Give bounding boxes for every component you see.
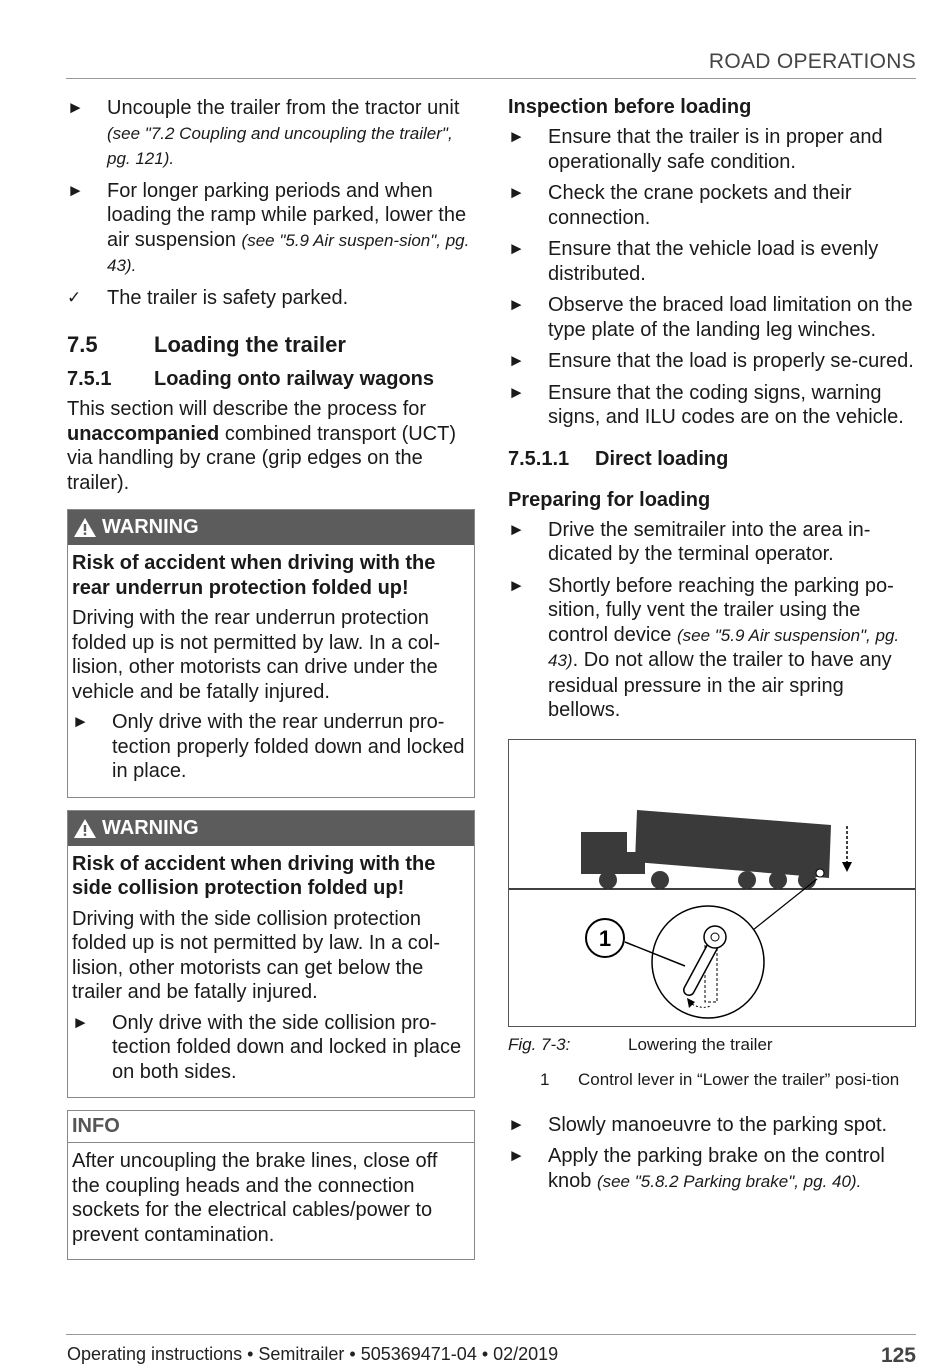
cross-reference-link[interactable]: (see "5.9 Air suspen-sion", pg. 43). — [107, 230, 470, 275]
figure-caption-text: Lowering the trailer — [628, 1034, 773, 1054]
info-text: After uncoupling the brake lines, close off the coupling heads and the connection sockets for the electrical cables/power to prevent contamination. — [72, 1150, 438, 1246]
bullet-text: Check the crane pockets and their connection. — [548, 182, 852, 229]
intro-paragraph: This section will describe the process for unaccompanied combined transport (UCT) via handling by crane (grip edges on the trailer). — [67, 398, 457, 494]
subsubsection-title: Direct loading — [595, 447, 729, 470]
preparing-heading: Preparing for loading — [508, 488, 711, 511]
warning-header — [68, 510, 474, 545]
cross-reference-link[interactable]: (see "7.2 Coupling and uncoupling the trailer", pg. 121). — [107, 123, 453, 168]
subsubsection-heading — [508, 448, 918, 471]
list-item — [508, 1113, 918, 1138]
header-rule — [66, 78, 916, 79]
warning-box-rear — [67, 509, 475, 798]
warning-triangle-icon — [73, 517, 97, 538]
warning-title: Risk of accident when driving with the side collision protection folded up! — [72, 852, 436, 899]
bullet-text: Ensure that the load is properly se-cured. — [548, 350, 914, 372]
list-item — [508, 293, 918, 342]
warning-label: WARNING — [102, 816, 199, 839]
bullet-marker: ► — [508, 351, 525, 370]
footer-text: Operating instructions • Semitrailer • 505369471-04 • 02/2019 — [67, 1344, 559, 1364]
list-item — [508, 381, 918, 430]
bullet-marker: ► — [508, 519, 525, 539]
bullet-marker: ► — [67, 180, 84, 200]
bullet-text: Slowly manoeuvre to the parking spot. — [548, 1113, 888, 1136]
bullet-text: Ensure that the coding signs, warning signs, and ILU codes are on the vehicle. — [548, 381, 904, 428]
cross-reference-link[interactable]: (see "5.9 Air suspension", pg. 43) — [548, 625, 900, 670]
left-column — [67, 96, 475, 1260]
bullet-marker: ► — [508, 239, 525, 258]
bullet-text: Ensure that the trailer is in proper and operationally safe condition. — [548, 126, 883, 173]
right-column — [508, 96, 918, 1201]
warning-label: WARNING — [102, 516, 199, 538]
bullet-text: For longer parking periods and when loading the ramp while parked, lower the air suspension — [107, 179, 467, 251]
intro-bold: unaccompanied — [67, 422, 220, 445]
bullet-marker: ► — [72, 1012, 89, 1032]
bullet-text: Apply the parking brake on the control knob — [548, 1145, 885, 1192]
figure-lowering-trailer — [508, 739, 916, 1027]
warning-text: Driving with the side collision protection folded up is not permitted by law. In a col-lision, other motorists can get below the trailer and be fatally injured. — [72, 907, 440, 1003]
list-item — [508, 574, 918, 723]
info-label: INFO — [68, 1111, 474, 1143]
bullet-marker: ► — [508, 127, 525, 146]
warning-text: Driving with the rear underrun protection folded up is not permitted by law. In a col-lision, other motorists can drive under the vehicle and be fatally injured. — [72, 607, 440, 703]
warning-triangle-icon — [73, 818, 97, 839]
subsection-number: 7.5.1 — [67, 368, 112, 390]
bullet-text-continued: . Do not allow the trailer to have any residual pressure in the air spring bellows. — [548, 649, 892, 721]
warning-header — [68, 811, 474, 846]
subsection-heading — [67, 368, 475, 391]
bullet-marker: ► — [67, 98, 84, 117]
figure-caption — [508, 1035, 918, 1055]
list-item — [508, 1144, 918, 1194]
list-item — [67, 179, 475, 279]
running-header: ROAD OPERATIONS — [708, 50, 916, 73]
bullet-marker: ► — [508, 575, 525, 595]
bullet-marker: ► — [508, 1146, 525, 1165]
result-text: The trailer is safety parked. — [107, 286, 349, 309]
subsection-title: Loading onto railway wagons — [154, 368, 435, 390]
bullet-marker: ► — [508, 183, 525, 202]
result-item — [67, 286, 475, 311]
bullet-text: Only drive with the rear underrun pro-tection properly folded down and locked in place. — [112, 711, 465, 782]
section-heading — [67, 332, 475, 358]
list-item — [508, 125, 918, 174]
bullet-text: Uncouple the trailer from the tractor unit — [107, 97, 460, 119]
figure-callout-number: 1 — [598, 925, 612, 951]
bullet-marker: ► — [508, 1114, 525, 1134]
checkmark-icon: ✓ — [67, 287, 82, 307]
list-item — [508, 181, 918, 230]
list-item — [72, 710, 470, 784]
bullet-text: Observe the braced load limitation on the type plate of the landing leg winches. — [548, 294, 913, 341]
warning-title: Risk of accident when driving with the rear underrun protection folded up! — [72, 552, 436, 599]
list-item — [508, 237, 918, 286]
bullet-marker: ► — [508, 382, 525, 402]
legend-number: 1 — [540, 1069, 550, 1089]
bullet-text: Only drive with the side collision pro-tection folded down and locked in place on both sides. — [112, 1011, 462, 1083]
section-number: 7.5 — [67, 332, 98, 357]
bullet-marker: ► — [72, 712, 89, 731]
footer-rule — [66, 1334, 916, 1335]
list-item — [508, 349, 918, 374]
bullet-text: Ensure that the vehicle load is evenly distributed. — [548, 238, 879, 285]
subsubsection-number: 7.5.1.1 — [508, 447, 570, 470]
cross-reference-link[interactable]: (see "5.8.2 Parking brake", pg. 40). — [596, 1171, 862, 1191]
page-number: 125 — [880, 1344, 916, 1367]
list-item — [67, 96, 475, 172]
inspection-heading: Inspection before loading — [508, 96, 752, 118]
legend-text: Control lever in “Lower the trailer” posi-tion — [578, 1069, 900, 1089]
list-item — [508, 518, 918, 567]
section-title: Loading the trailer — [154, 332, 346, 357]
info-box — [67, 1110, 475, 1260]
inspection-list — [508, 125, 918, 430]
list-item — [72, 1011, 470, 1085]
figure-label: Fig. 7-3: — [508, 1034, 571, 1054]
bullet-text: Drive the semitrailer into the area in-dicated by the terminal operator. — [548, 518, 871, 565]
bullet-marker: ► — [508, 295, 525, 314]
figure-legend — [540, 1069, 918, 1091]
trailer-illustration — [509, 740, 915, 1026]
bullet-text: Shortly before reaching the parking po-sition, fully vent the trailer using the control device — [548, 574, 894, 646]
warning-box-side — [67, 810, 475, 1099]
